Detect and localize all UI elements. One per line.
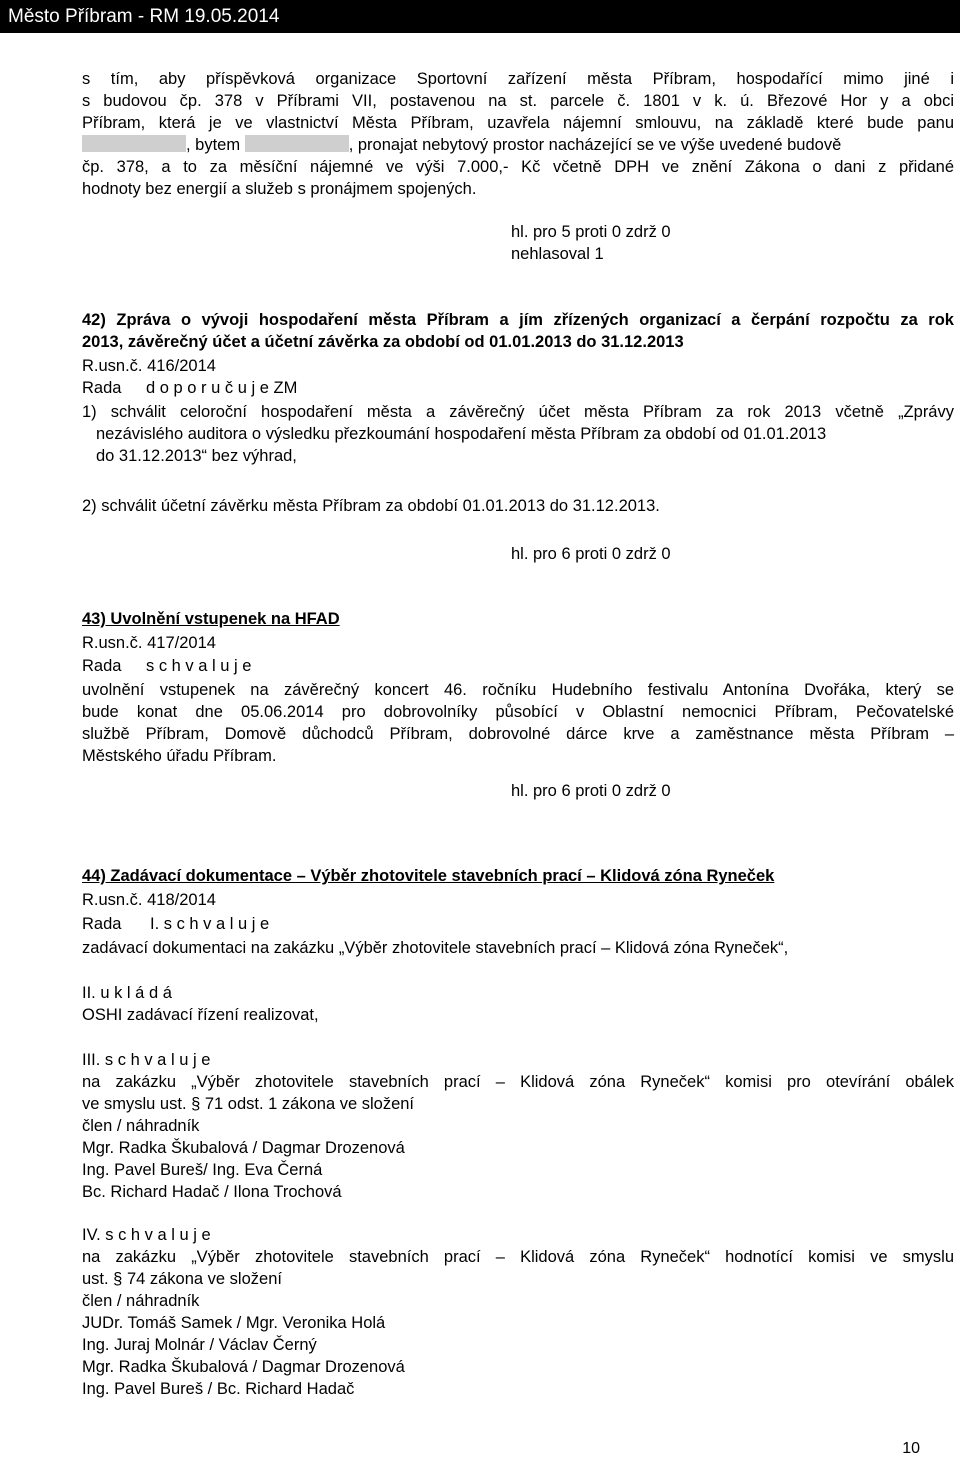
vote-absent: nehlasoval 1 — [511, 245, 604, 263]
resolution-verb: s c h v a l u j e — [146, 657, 252, 675]
vote-result: hl. pro 5 proti 0 zdrž 0 — [511, 223, 671, 241]
resolution-text: 2) schválit účetní závěrku města Příbram za období 01.01.2013 do 31.12.2013. — [82, 497, 660, 515]
resolution-number: R.usn.č. 418/2014 — [82, 891, 216, 909]
vote-result: hl. pro 6 proti 0 zdrž 0 — [511, 782, 671, 800]
resolution-text: na zakázku „Výběr zhotovitele stavebních prací – Klidová zóna Ryneček“ hodnotící komisi ve smyslu — [82, 1248, 954, 1266]
redaction-box — [82, 135, 186, 152]
resolution-text: na zakázku „Výběr zhotovitele stavebních prací – Klidová zóna Ryneček“ komisi pro otevírání obálek — [82, 1073, 954, 1091]
committee-member: JUDr. Tomáš Samek / Mgr. Veronika Holá — [82, 1314, 386, 1332]
rada-label: Rada — [82, 379, 122, 397]
intro-line: čp. 378, a to za měsíční nájemné ve výši 7.000,- Kč včetně DPH ve znění Zákona o dani z přidané — [82, 158, 954, 176]
intro-fragment: , pronajat nebytový prostor nacházející se ve výše uvedené budově — [348, 136, 842, 154]
resolution-verb: IV. s c h v a l u j e — [82, 1226, 211, 1244]
intro-line: s tím, aby příspěvková organizace Sportovní zařízení města Příbram, hospodařící mimo jiné i — [82, 70, 954, 88]
resolution-text: službě Příbram, Domově důchodců Příbram, dobrovolné dárce krve a zaměstnance města Příbram – — [82, 725, 954, 743]
resolution-number: R.usn.č. 417/2014 — [82, 634, 216, 652]
rada-label: Rada — [82, 657, 122, 675]
resolution-verb: I. s c h v a l u j e — [150, 915, 270, 933]
resolution-verb: III. s c h v a l u j e — [82, 1051, 211, 1069]
rada-label: Rada — [82, 915, 122, 933]
page-header — [0, 0, 960, 33]
resolution-text: ve smyslu ust. § 71 odst. 1 zákona ve složení — [82, 1095, 415, 1113]
resolution-text: bude konat dne 05.06.2014 pro dobrovolníky působící v Oblastní nemocnici Příbram, Pečovatelské — [82, 703, 954, 721]
intro-line: hodnoty bez energií a služeb s pronájmem spojených. — [82, 180, 477, 198]
resolution-text: do 31.12.2013“ bez výhrad, — [96, 447, 297, 465]
resolution-text: OSHI zadávací řízení realizovat, — [82, 1006, 319, 1024]
committee-member: Mgr. Radka Škubalová / Dagmar Drozenová — [82, 1139, 405, 1157]
resolution-text: uvolnění vstupenek na závěrečný koncert 46. ročníku Hudebního festivalu Antonína Dvořáka, který se — [82, 681, 954, 699]
intro-line-redacted — [82, 135, 841, 155]
resolution-text: Městského úřadu Příbram. — [82, 747, 277, 765]
committee-member: člen / náhradník — [82, 1117, 200, 1135]
committee-member: člen / náhradník — [82, 1292, 200, 1310]
intro-line: s budovou čp. 378 v Příbrami VII, postavenou na st. parcele č. 1801 v k. ú. Březové Hor y a obci — [82, 92, 954, 110]
resolution-verb: II. u k l á d á — [82, 984, 172, 1002]
section-42-title: 2013, závěrečný účet a účetní závěrka za období od 01.01.2013 do 31.12.2013 — [82, 333, 684, 351]
committee-member: Ing. Pavel Bureš / Bc. Richard Hadač — [82, 1380, 355, 1398]
header-title: Město Příbram - RM 19.05.2014 — [8, 6, 280, 27]
intro-fragment: , bytem — [186, 136, 241, 154]
committee-member: Bc. Richard Hadač / Ilona Trochová — [82, 1183, 342, 1201]
section-43-title: 43) Uvolnění vstupenek na HFAD — [82, 610, 340, 628]
resolution-text: nezávislého auditora o výsledku přezkoumání hospodaření města Příbram za období od 01.01.2013 — [96, 425, 827, 443]
page-number: 10 — [902, 1440, 920, 1457]
resolution-text: ust. § 74 zákona ve složení — [82, 1270, 282, 1288]
vote-result: hl. pro 6 proti 0 zdrž 0 — [511, 545, 671, 563]
section-42-title: 42) Zpráva o vývoji hospodaření města Příbram a jím zřízených organizací a čerpání rozpočtu za rok — [82, 311, 954, 329]
redaction-box — [245, 135, 349, 152]
committee-member: Ing. Pavel Bureš/ Ing. Eva Černá — [82, 1161, 323, 1179]
intro-line: Příbram, která je ve vlastnictví Města Příbram, uzavřela nájemní smlouvu, na základě které bude panu — [82, 114, 954, 132]
section-44-title: 44) Zadávací dokumentace – Výběr zhotovitele stavebních prací – Klidová zóna Ryneček — [82, 867, 775, 885]
resolution-verb: d o p o r u č u j e ZM — [146, 379, 298, 397]
resolution-text: zadávací dokumentaci na zakázku „Výběr zhotovitele stavebních prací – Klidová zóna Ryneček“, — [82, 939, 789, 957]
committee-member: Ing. Juraj Molnár / Václav Černý — [82, 1336, 317, 1354]
resolution-text: 1) schválit celoroční hospodaření města a závěrečný účet města Příbram za rok 2013 včetně „Zprávy — [82, 403, 954, 421]
resolution-number: R.usn.č. 416/2014 — [82, 357, 216, 375]
committee-member: Mgr. Radka Škubalová / Dagmar Drozenová — [82, 1358, 405, 1376]
